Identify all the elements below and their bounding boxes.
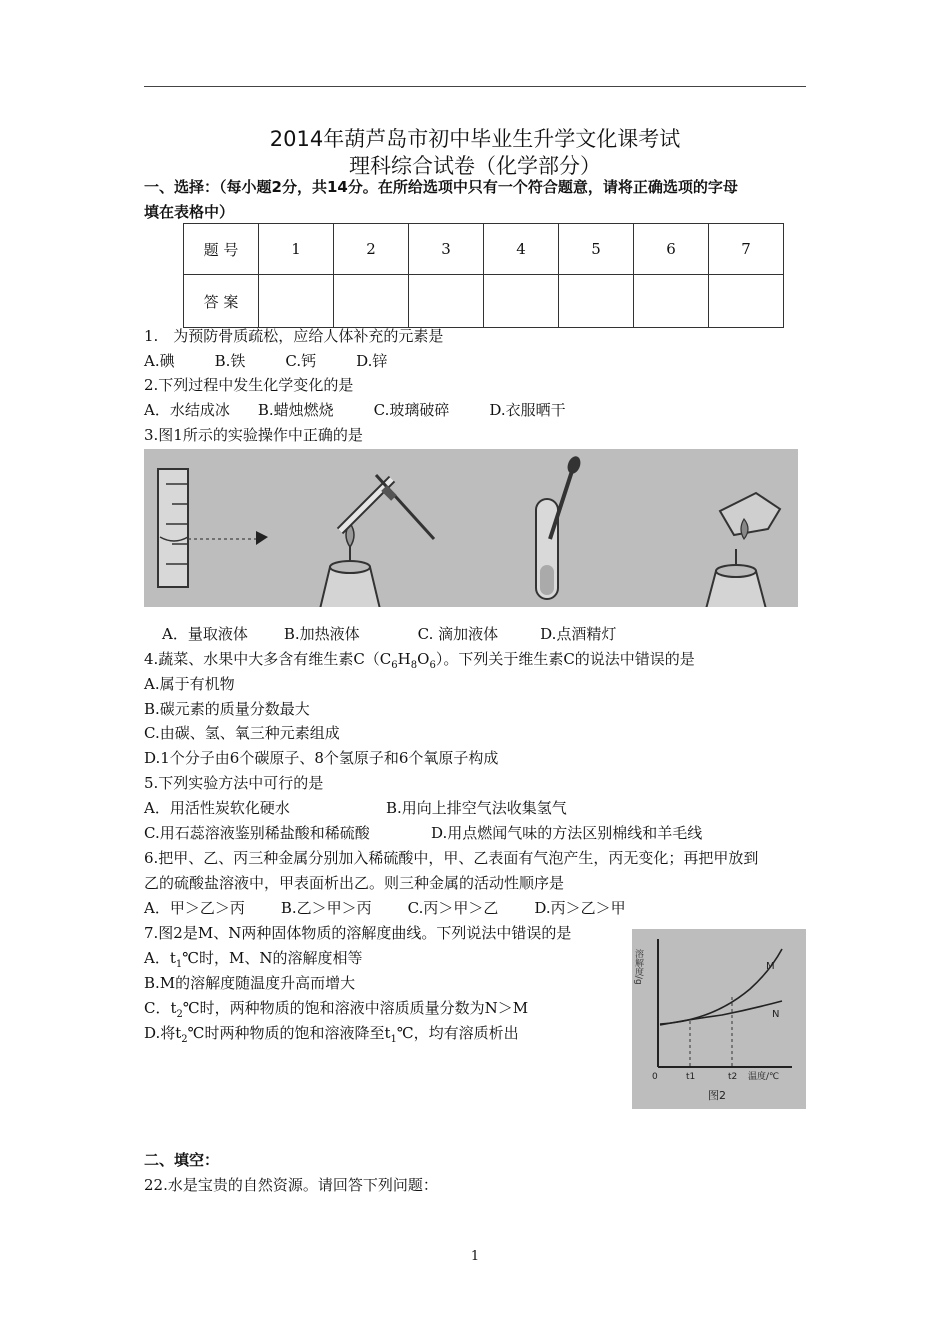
subscript: 2	[176, 1009, 183, 1020]
origin-label: 0	[652, 1072, 658, 1082]
q7-option-d	[144, 1023, 519, 1050]
q1-option-c: C.钙	[285, 352, 317, 370]
q1-option-b: B.铁	[214, 352, 246, 370]
q3-option-d: D.点酒精灯	[540, 625, 617, 643]
figure2-solubility-chart	[632, 929, 806, 1109]
q7-option-b: B.M的溶解度随温度升高而增大	[144, 974, 356, 992]
q6-option-c: C.丙＞甲＞乙	[407, 899, 499, 917]
answer-table	[183, 223, 784, 328]
answer-cell[interactable]	[484, 275, 559, 328]
answer-cell[interactable]	[709, 275, 784, 328]
q3-option-c: C. 滴加液体	[417, 625, 499, 643]
figure1-lab-operations	[144, 449, 798, 607]
q2-option-a: A．水结成冰	[144, 401, 230, 419]
q1-option-a: A.碘	[144, 352, 175, 370]
section1-heading: 一、选择：（每小题2分，共14分。在所给选项中只有一个符合题意，请将正确选项的字母	[144, 178, 738, 196]
q7-option-d-text: ℃时两种物质的饱和溶液降至t	[187, 1024, 391, 1042]
q7-option-c	[144, 998, 528, 1025]
question-number-cell: 7	[709, 224, 784, 275]
subscript: 6	[429, 660, 436, 671]
q6-stem-line2: 乙的硫酸盐溶液中，甲表面析出乙。则三种金属的活动性顺序是	[144, 874, 565, 892]
answer-table-answer-row	[184, 275, 784, 328]
exam-title: 2014年葫芦岛市初中毕业生升学文化课考试	[269, 127, 681, 151]
section1-heading-cont: 填在表格中）	[144, 203, 235, 221]
figure2-caption: 图2	[708, 1089, 726, 1102]
subscript: 8	[410, 660, 418, 671]
q7-stem: 7.图2是M、N两种固体物质的溶解度曲线。下列说法中错误的是	[144, 924, 572, 942]
subscript: 1	[390, 1034, 397, 1045]
q4-option-b: B.碳元素的质量分数最大	[144, 700, 310, 718]
q5-stem: 5.下列实验方法中可行的是	[144, 774, 324, 792]
q1-options	[144, 351, 387, 371]
page-number: 1	[470, 1249, 480, 1264]
q3-options	[162, 624, 616, 644]
answer-cell[interactable]	[334, 275, 409, 328]
subscript: 6	[391, 660, 398, 671]
q2-option-c: C.玻璃破碎	[373, 401, 450, 419]
curve-m-label: M	[766, 961, 775, 972]
t2-tick: t2	[728, 1072, 738, 1082]
q6-option-a: A．甲＞乙＞丙	[144, 899, 245, 917]
y-axis-label: 溶解度/g	[633, 949, 643, 985]
q3-option-a: A．量取液体	[162, 625, 248, 643]
q1-option-d: D.锌	[356, 352, 388, 370]
subscript: 2	[181, 1034, 188, 1045]
q4-stem-text: ）。下列关于维生素C的说法中错误的是	[435, 650, 695, 668]
q2-option-d: D.衣服晒干	[489, 401, 566, 419]
question-number-cell: 4	[484, 224, 559, 275]
answer-table-header-row	[184, 224, 784, 275]
answer-label: 答 案	[184, 275, 259, 328]
q4-stem-text: 4.蔬菜、水果中大多含有维生素C（C	[144, 650, 392, 668]
q6-option-d: D.丙＞乙＞甲	[534, 899, 626, 917]
question-number-cell: 5	[559, 224, 634, 275]
q6-stem-line1: 6.把甲、乙、丙三种金属分别加入稀硫酸中，甲、乙表面有气泡产生，丙无变化；再把甲放到	[144, 849, 759, 867]
q2-option-b: B.蜡烛燃烧	[257, 401, 334, 419]
question-number-label: 题 号	[184, 224, 259, 275]
q5-option-c: C.用石蕊溶液鉴别稀盐酸和稀硫酸	[144, 824, 370, 842]
q5-option-b: B.用向上排空气法收集氢气	[386, 799, 567, 817]
q7-option-d-text: ℃，均有溶质析出	[396, 1024, 519, 1042]
curve-n-label: N	[772, 1009, 780, 1020]
x-axis-label: 温度/℃	[748, 1072, 780, 1082]
question-number-cell: 2	[334, 224, 409, 275]
q7-option-a	[144, 948, 363, 975]
q5-option-d: D.用点燃闻气味的方法区别棉线和羊毛线	[431, 824, 703, 842]
q6-options	[144, 898, 626, 918]
answer-cell[interactable]	[259, 275, 334, 328]
figure1-background	[144, 449, 798, 607]
question-number-cell: 6	[634, 224, 709, 275]
q2-stem: 2.下列过程中发生化学变化的是	[144, 376, 354, 394]
question-number-cell: 1	[259, 224, 334, 275]
q5-option-a: A．用活性炭软化硬水	[144, 799, 290, 817]
question-number-cell: 3	[409, 224, 484, 275]
q4-option-a: A.属于有机物	[144, 675, 235, 693]
q3-option-b: B.加热液体	[283, 625, 360, 643]
q3-stem: 3.图1所示的实验操作中正确的是	[144, 426, 363, 444]
answer-cell[interactable]	[559, 275, 634, 328]
q1-stem: 1. 为预防骨质疏松，应给人体补充的元素是	[144, 327, 444, 345]
q7-option-a-text: ℃时，M、N的溶解度相等	[182, 949, 363, 967]
t1-tick: t1	[686, 1072, 696, 1082]
q4-stem	[144, 649, 695, 676]
q4-option-d: D.1个分子由6个碳原子、8个氢原子和6个氧原子构成	[144, 749, 499, 767]
exam-subtitle: 理科综合试卷（化学部分）	[349, 154, 601, 178]
q7-option-d-text: D.将t	[144, 1024, 182, 1042]
q7-option-c-text: C．t	[144, 999, 177, 1017]
q4-option-c: C.由碳、氢、氧三种元素组成	[144, 724, 340, 742]
q6-option-b: B.乙＞甲＞丙	[280, 899, 372, 917]
answer-cell[interactable]	[634, 275, 709, 328]
q7-option-a-text: A．t	[144, 949, 176, 967]
subscript: 1	[175, 959, 183, 970]
element-symbol: H	[397, 650, 411, 668]
q22-stem: 22.水是宝贵的自然资源。请回答下列问题：	[144, 1176, 438, 1194]
section2-heading: 二、填空：	[144, 1151, 220, 1169]
q7-option-c-text: ℃时，两种物质的饱和溶液中溶质质量分数为N＞M	[182, 999, 529, 1017]
element-symbol: O	[417, 650, 430, 668]
answer-cell[interactable]	[409, 275, 484, 328]
header-rule	[144, 86, 806, 87]
q2-options	[144, 400, 566, 420]
